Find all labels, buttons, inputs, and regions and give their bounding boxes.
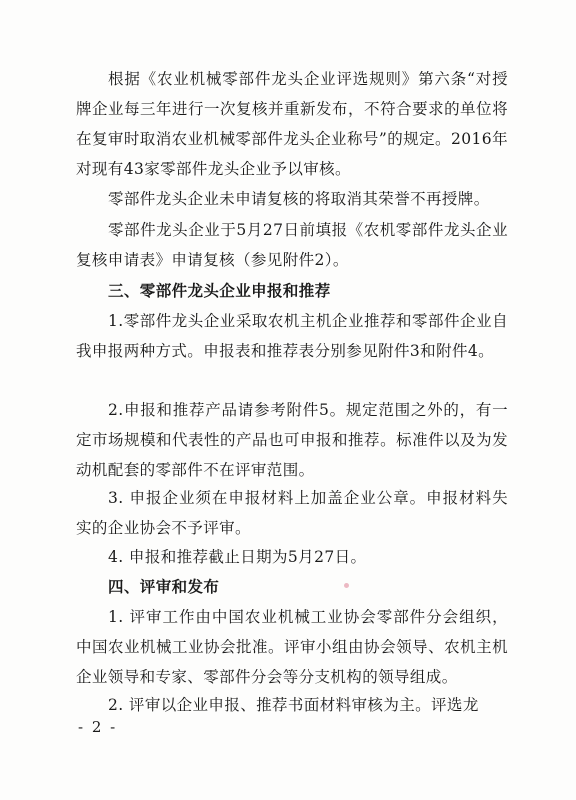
ink-mark <box>344 583 349 588</box>
section-heading-review: 四、评审和发布 <box>108 578 220 596</box>
paragraph-review-rule: 根据《农业机械零部件龙头企业评选规则》第六条“对授牌企业每三年进行一次复核并重新发布，不符合要求的单位将在复审时取消农业机械零部件龙头企业称号”的规定。2016年对现有43家零部件龙头企业予以审核。 <box>76 70 508 178</box>
paragraph-no-review: 零部件龙头企业未申请复核的将取消其荣誉不再授牌。 <box>108 190 490 208</box>
list-item-review-2: 2. 评审以企业申报、推荐书面材料审核为主。评选龙 <box>108 696 479 714</box>
list-item-application-3: 3. 申报企业须在申报材料上加盖企业公章。申报材料失实的企业协会不予评审。 <box>76 489 508 537</box>
list-item-application-2: 2.申报和推荐产品请参考附件5。规定范围之外的，有一定市场规模和代表性的产品也可申报和推荐。标准件以及为发动机配套的零部件不在评审范围。 <box>76 401 508 479</box>
paragraph-review-deadline: 零部件龙头企业于5月27日前填报《农机零部件龙头企业复核申请表》申请复核（参见附件2）。 <box>76 221 508 269</box>
list-item-review-1: 1. 评审工作由中国农业机械工业协会零部件分会组织，中国农业机械工业协会批准。评审小组由协会领导、农机主机企业领导和专家、零部件分会等分支机构的领导组成。 <box>76 608 508 686</box>
list-item-application-4: 4. 申报和推荐截止日期为5月27日。 <box>108 548 367 566</box>
page-number: - 2 - <box>78 718 118 736</box>
section-heading-application: 三、零部件龙头企业申报和推荐 <box>108 282 331 300</box>
list-item-application-1: 1.零部件龙头企业采取农机主机企业推荐和零部件企业自我申报两种方式。申报表和推荐表分别参见附件3和附件4。 <box>76 312 508 360</box>
